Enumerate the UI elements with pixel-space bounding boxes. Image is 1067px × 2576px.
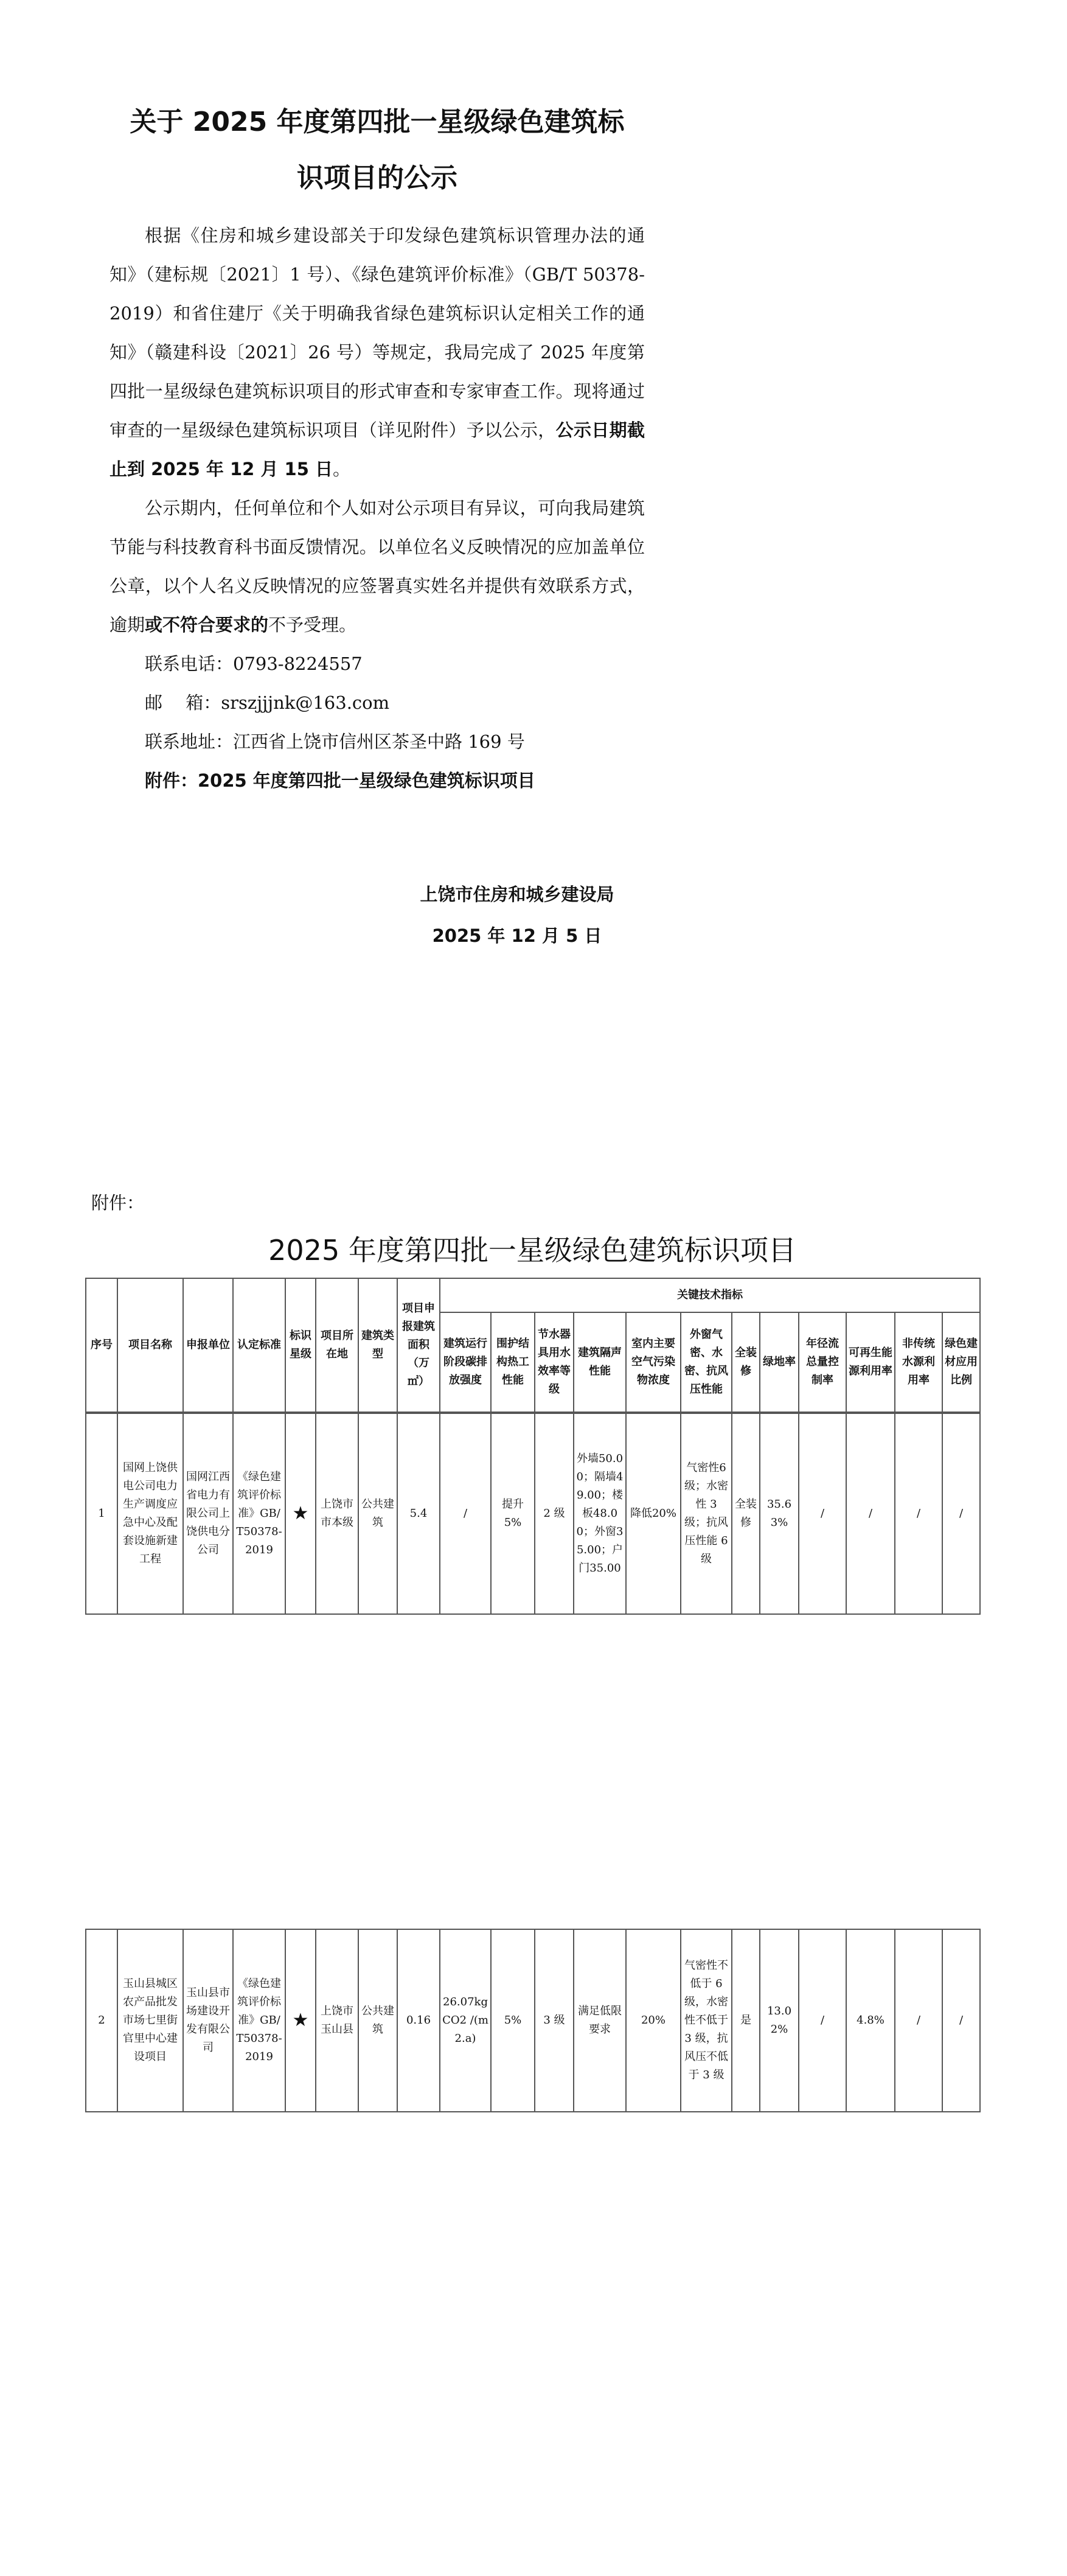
paragraph-2-text: 公示期内，任何单位和个人如对公示项目有异议，可向我局建筑节能与科技教育科书面反馈情况。以单位名义反映情况的应加盖单位公章，以个人名义反映情况的应签署真实姓名并提供有效联系方式，逾期 (109, 498, 645, 635)
project-row-2 (85, 1929, 981, 2112)
cell-applicant: 玉山县市场建设开发有限公司 (183, 1929, 233, 2112)
cell-location: 上饶市玉山县 (316, 1929, 358, 2112)
cell-project-name: 国网上饶供电公司电力生产调度应急中心及配套设施新建工程 (117, 1413, 183, 1614)
paragraph-1-end: 。 (333, 459, 351, 479)
cell-window: 气密性6 级；水密性 3 级；抗风压性能 6 级 (681, 1413, 732, 1614)
header-water-fixture: 节水器具用水效率等级 (535, 1312, 574, 1412)
cell-star-level: ★ (285, 1413, 316, 1614)
cell-star-level: ★ (285, 1929, 316, 2112)
header-decoration: 全装修 (732, 1312, 760, 1412)
cell-carbon: / (440, 1413, 491, 1614)
cell-envelope: 5% (491, 1929, 535, 2112)
notice-title-line2: 识项目的公示 (297, 162, 457, 193)
cell-area: 5.4 (397, 1413, 440, 1614)
cell-green-material: / (942, 1929, 980, 2112)
header-star-level: 标识星级 (285, 1278, 316, 1412)
attachment-reference: 附件：2025 年度第四批一星级绿色建筑标识项目 (145, 770, 535, 791)
cell-building-type: 公共建筑 (358, 1929, 397, 2112)
cell-building-type: 公共建筑 (358, 1413, 397, 1614)
signature-date: 2025 年 12 月 5 日 (432, 925, 602, 946)
header-air: 室内主要空气污染物浓度 (626, 1312, 681, 1412)
contact-phone: 联系电话：0793-8224557 (145, 653, 363, 674)
header-window: 外窗气密、水密、抗风压性能 (681, 1312, 732, 1412)
paragraph-1-text: 根据《住房和城乡建设部关于印发绿色建筑标识管理办法的通知》（建标规〔2021〕1 号）、《绿色建筑评价标准》（GB/T 50378-2019）和省住建厅《关于明确我省绿色建筑标识认定相关工作的通知》（赣建科设〔2021〕26 号）等规定，我局完成了 2025 年度第四批一星级绿色建筑标识项目的形式审查和专家审查工作。现将通过审查的一星级绿色建筑标识项目（详见附件）予以公示， (109, 225, 645, 440)
header-renewable: 可再生能源利用率 (846, 1312, 895, 1412)
cell-seq: 1 (86, 1413, 117, 1614)
cell-runoff: / (799, 1413, 846, 1614)
header-green-material: 绿色建材应用比例 (942, 1312, 980, 1412)
header-standard: 认定标准 (233, 1278, 285, 1412)
requirement-text: 或不符合要求的 (145, 614, 269, 635)
cell-seq: 2 (86, 1929, 117, 2112)
cell-window: 气密性不低于 6 级，水密性不低于 3 级，抗风压不低于 3 级 (681, 1929, 732, 2112)
cell-green-rate: 35.63% (760, 1413, 799, 1614)
header-nontraditional-water: 非传统水源利用率 (895, 1312, 942, 1412)
cell-envelope: 提升5% (491, 1413, 535, 1614)
cell-area: 0.16 (397, 1929, 440, 2112)
cell-green-rate: 13.02% (760, 1929, 799, 2112)
header-area: 项目申报建筑面积（万㎡） (397, 1278, 440, 1412)
header-key-indicators: 关键技术指标 (440, 1278, 980, 1312)
contact-address: 联系地址：江西省上饶市信州区茶圣中路 169 号 (145, 731, 525, 752)
deadline-text: 公示日期截止到 2025 年 12 月 15 日 (109, 420, 645, 479)
cell-nontraditional-water: / (895, 1929, 942, 2112)
cell-renewable: 4.8% (846, 1929, 895, 2112)
cell-renewable: / (846, 1413, 895, 1614)
cell-air: 20% (626, 1929, 681, 2112)
notice-title-line1: 关于 2025 年度第四批一星级绿色建筑标 (130, 106, 625, 138)
header-carbon: 建筑运行阶段碳排放强度 (440, 1312, 491, 1412)
cell-air: 降低20% (626, 1413, 681, 1614)
cell-nontraditional-water: / (895, 1413, 942, 1614)
cell-standard: 《绿色建筑评价标准》GB/T50378-2019 (233, 1413, 285, 1614)
header-seq: 序号 (86, 1278, 117, 1412)
header-sound: 建筑隔声性能 (574, 1312, 626, 1412)
notice-paragraph-2 (109, 489, 645, 644)
header-location: 项目所在地 (316, 1278, 358, 1412)
cell-water-fixture: 2 级 (535, 1413, 574, 1614)
cell-green-material: / (942, 1413, 980, 1614)
cell-location: 上饶市市本级 (316, 1413, 358, 1614)
project-row-1 (85, 1413, 981, 1615)
cell-project-name: 玉山县城区农产品批发市场七里街官里中心建设项目 (117, 1929, 183, 2112)
project-table-header (85, 1278, 981, 1413)
header-envelope: 围护结构热工性能 (491, 1312, 535, 1412)
table-title: 2025 年度第四批一星级绿色建筑标识项目 (268, 1234, 796, 1267)
attachment-label: 附件： (91, 1192, 145, 1213)
cell-sound: 满足低限要求 (574, 1929, 626, 2112)
header-green-rate: 绿地率 (760, 1312, 799, 1412)
cell-runoff: / (799, 1929, 846, 2112)
cell-carbon: 26.07kg CO2 /(m2.a) (440, 1929, 491, 2112)
header-project-name: 项目名称 (117, 1278, 183, 1412)
header-applicant: 申报单位 (183, 1278, 233, 1412)
cell-decoration: 全装修 (732, 1413, 760, 1614)
cell-decoration: 是 (732, 1929, 760, 2112)
paragraph-2-end: 不予受理。 (268, 614, 357, 635)
notice-paragraph-1 (109, 216, 645, 489)
header-building-type: 建筑类型 (358, 1278, 397, 1412)
cell-standard: 《绿色建筑评价标准》GB/T50378-2019 (233, 1929, 285, 2112)
cell-applicant: 国网江西省电力有限公司上饶供电分公司 (183, 1413, 233, 1614)
contact-email: 邮 箱：srszjjjnk@163.com (145, 692, 390, 713)
cell-sound: 外墙50.00；隔墙49.00；楼板48.00；外窗35.00；户门35.00 (574, 1413, 626, 1614)
notice-title (109, 94, 645, 206)
signature-organization: 上饶市住房和城乡建设局 (420, 884, 614, 905)
header-runoff: 年径流总量控制率 (799, 1312, 846, 1412)
notice-body (109, 94, 645, 800)
cell-water-fixture: 3 级 (535, 1929, 574, 2112)
